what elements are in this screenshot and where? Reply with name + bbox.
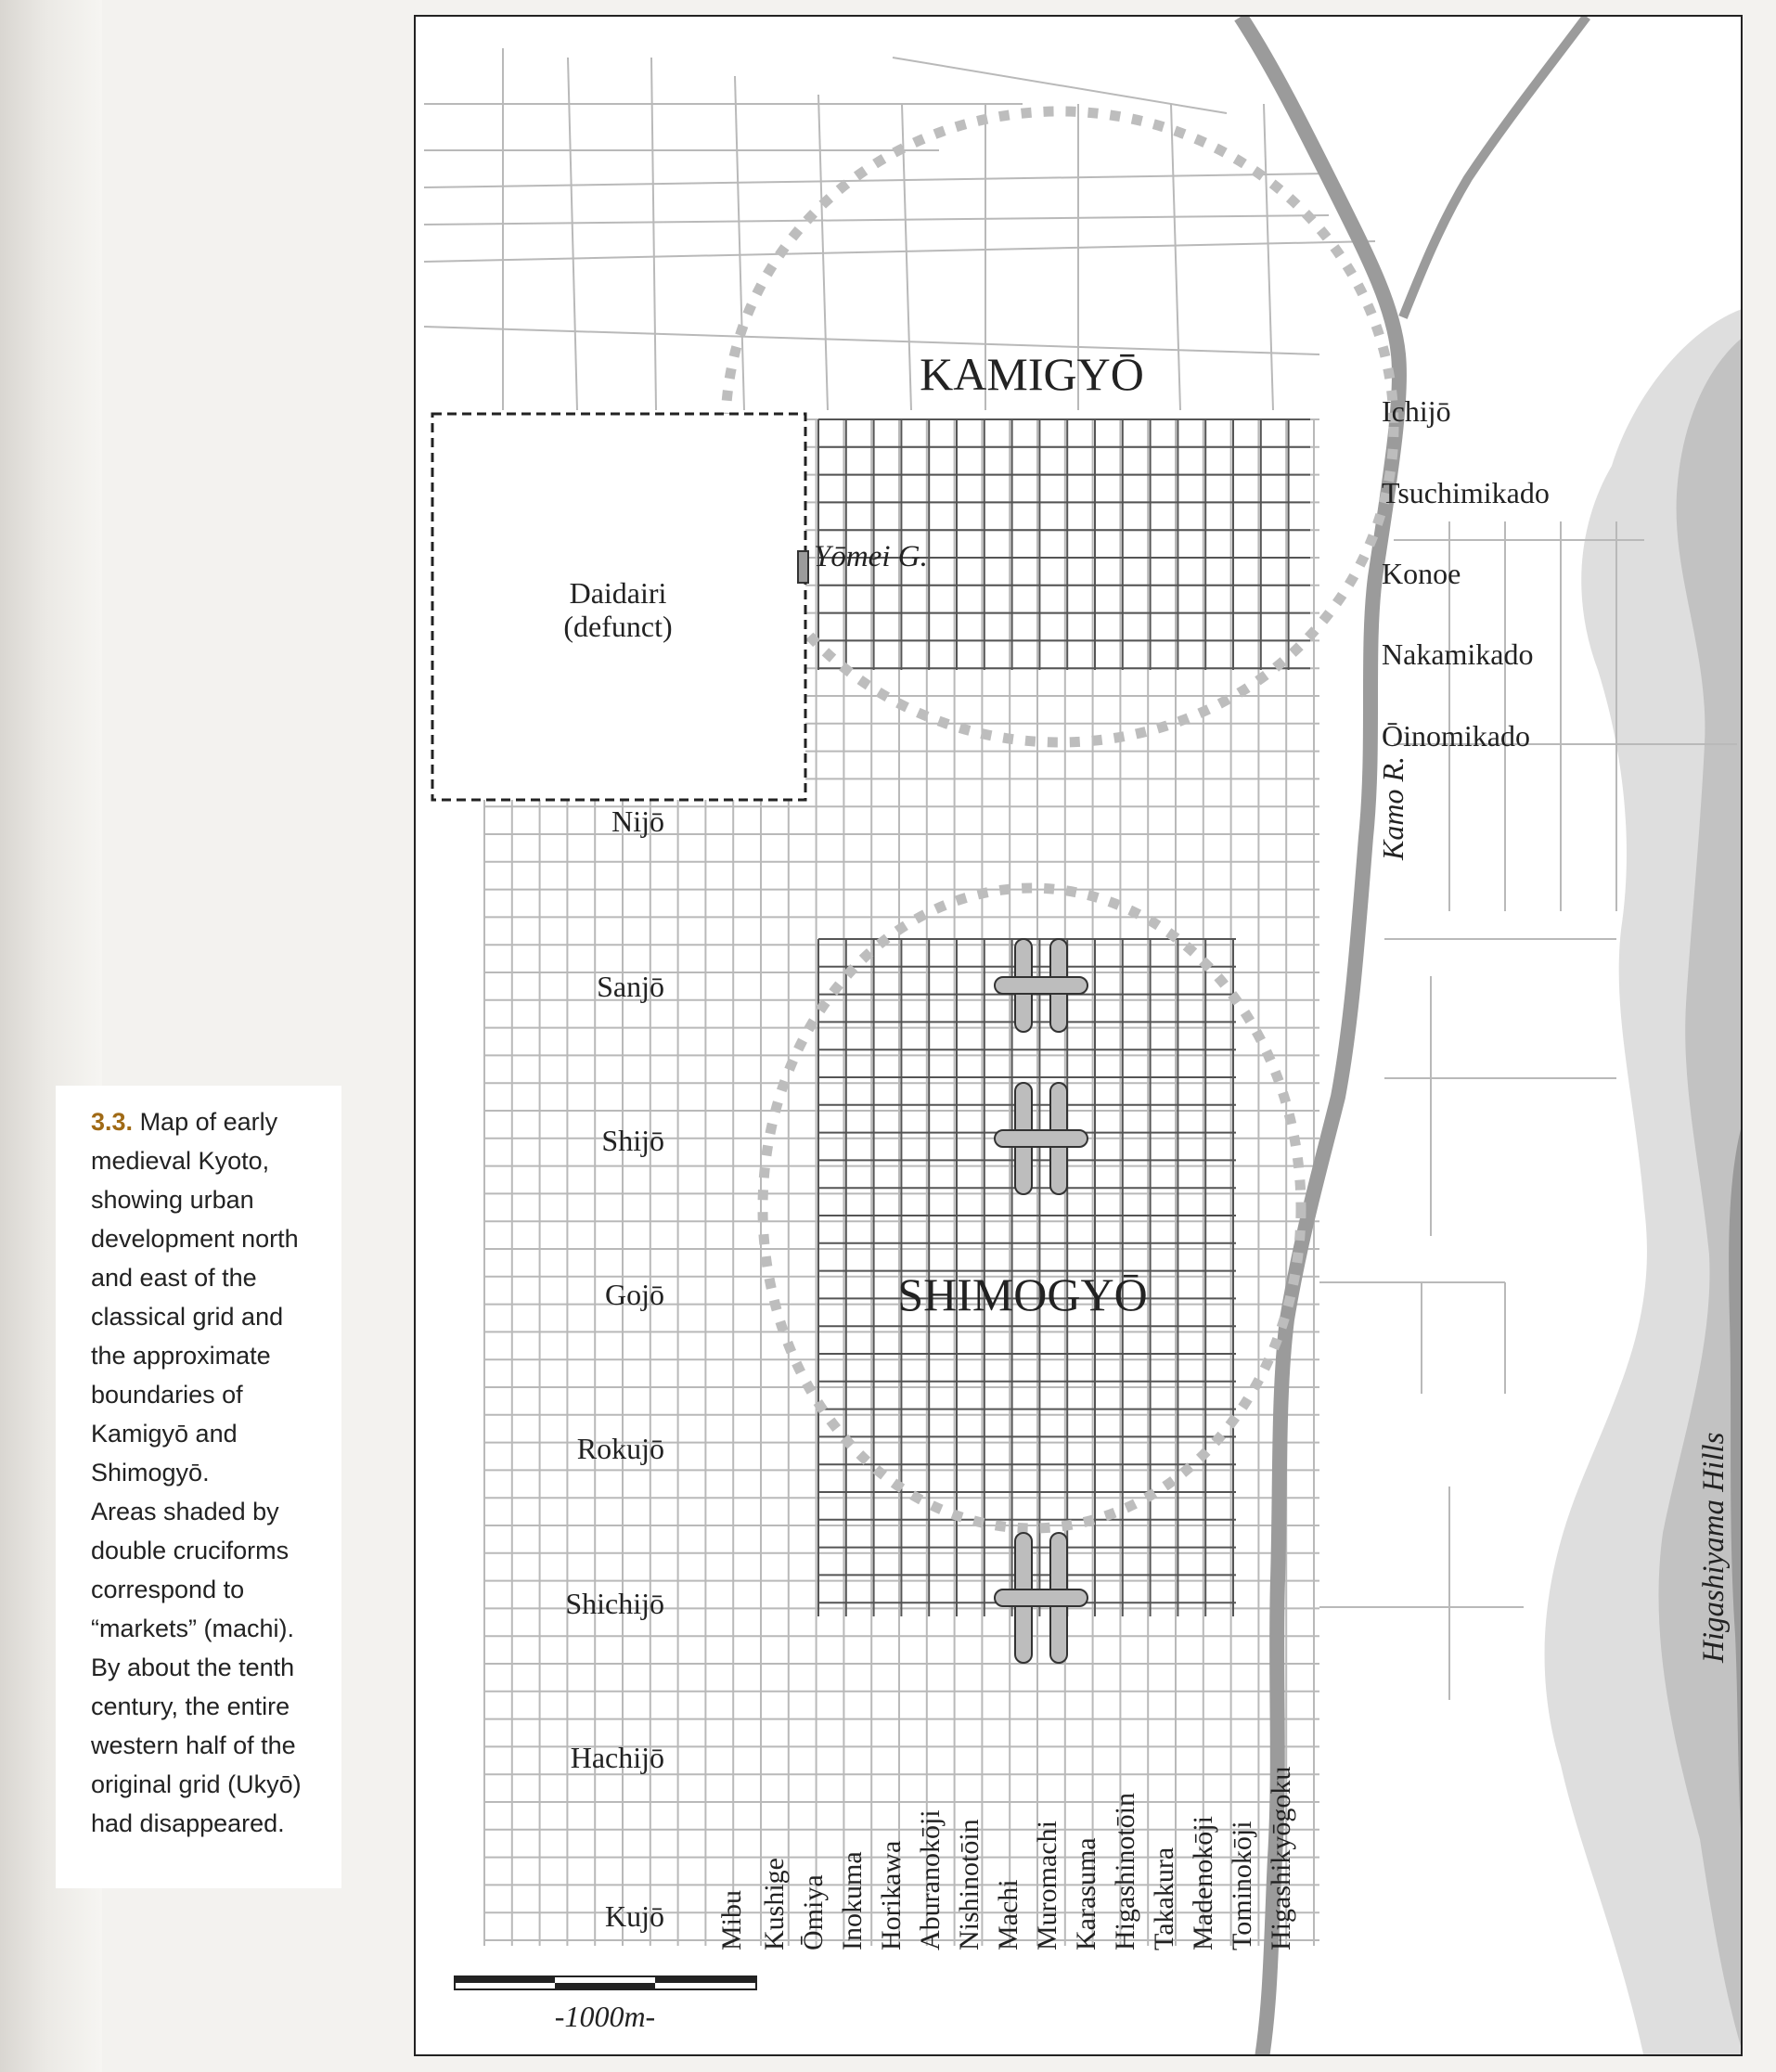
kamigyo-boundary xyxy=(726,111,1394,742)
street-label-aburanokoji: Aburanokōji xyxy=(915,1809,946,1950)
higashiyama-hills xyxy=(1545,308,1743,2056)
caption-line: By about the tenth xyxy=(91,1654,295,1681)
street-label-mibu: Mibu xyxy=(716,1889,747,1950)
avenue-label-sanjo: Sanjō xyxy=(597,970,664,1003)
caption-line: century, the entire xyxy=(91,1692,290,1720)
caption-line: correspond to xyxy=(91,1576,245,1603)
market-cruciform xyxy=(995,939,1087,1032)
figure-number: 3.3. xyxy=(91,1108,134,1136)
street-label-ichijo: Ichijō xyxy=(1382,394,1451,428)
caption-line: Shimogyō. xyxy=(91,1459,210,1486)
kamigyo-label: KAMIGYŌ xyxy=(920,348,1144,400)
caption-line: the approximate xyxy=(91,1342,271,1370)
northern-street xyxy=(1264,104,1273,410)
caption-line: original grid (Ukyō) xyxy=(91,1770,302,1798)
northern-street xyxy=(651,58,656,410)
caption-line: medieval Kyoto, xyxy=(91,1147,270,1175)
caption-line: Map of early xyxy=(139,1108,278,1136)
caption-line: western half of the xyxy=(91,1731,296,1759)
street-label-higashinotoin: Higashinotōin xyxy=(1110,1793,1140,1950)
avenue-label-shijo: Shijō xyxy=(601,1124,664,1157)
caption-line: showing urban xyxy=(91,1186,254,1214)
street-label-horikawa: Horikawa xyxy=(876,1840,907,1950)
higashiyama-hills-label: Higashiyama Hills xyxy=(1697,1432,1731,1663)
scale-bar xyxy=(455,1976,756,2033)
north-street-labels xyxy=(1382,394,1550,753)
map-frame xyxy=(414,15,1743,2056)
yomei-garden-marker xyxy=(798,551,808,583)
caption-line: had disappeared. xyxy=(91,1809,285,1837)
caption-line: Kamigyō and xyxy=(91,1420,238,1448)
kyoto-map xyxy=(416,17,1743,2056)
caption-line: double cruciforms xyxy=(91,1537,290,1564)
figure-caption xyxy=(91,1102,334,1843)
street-label-nakamikado: Nakamikado xyxy=(1382,637,1534,671)
street-label-kushige: Kushige xyxy=(759,1858,790,1950)
caption-line: and east of the xyxy=(91,1264,257,1292)
avenue-label-nijo: Nijō xyxy=(611,804,664,838)
street-labels xyxy=(716,1767,1296,1950)
street-label-tsuchimikado: Tsuchimikado xyxy=(1382,476,1550,509)
kamo-river xyxy=(1241,17,1587,2056)
avenue-label-gojo: Gojō xyxy=(605,1278,664,1311)
caption-line: boundaries of xyxy=(91,1381,243,1409)
northern-street xyxy=(735,76,744,410)
kamo-river-label: Kamo R. xyxy=(1376,756,1409,860)
caption-line: “markets” (machi). xyxy=(91,1615,295,1642)
northern-street xyxy=(424,174,1329,187)
avenue-label-rokujo: Rokujō xyxy=(576,1432,664,1465)
street-label-higashikyogoku: Higashikyōgoku xyxy=(1266,1766,1296,1950)
daidairi-defunct-label: (defunct) xyxy=(563,610,673,643)
caption-line: Areas shaded by xyxy=(91,1498,279,1525)
street-label-machi: Machi xyxy=(993,1879,1023,1950)
street-label-konoe: Konoe xyxy=(1382,557,1461,590)
daidairi-label: Daidairi xyxy=(569,576,667,610)
shimogyo-label: SHIMOGYŌ xyxy=(897,1268,1148,1320)
northern-street xyxy=(424,241,1375,262)
northern-street xyxy=(424,327,1319,354)
northern-street xyxy=(424,215,1329,225)
caption-line: development north xyxy=(91,1225,299,1253)
street-label-muromachi: Muromachi xyxy=(1032,1821,1062,1950)
street-label-omiya: Ōmiya xyxy=(798,1874,829,1950)
street-label-oinomikado: Ōinomikado xyxy=(1382,719,1530,753)
avenue-label-shichijo: Shichijō xyxy=(565,1587,664,1620)
street-label-madenokoji: Madenokōji xyxy=(1188,1816,1218,1950)
northern-street xyxy=(568,58,577,410)
avenue-label-kujo: Kujō xyxy=(605,1899,664,1933)
street-label-nishinotoin: Nishinotōin xyxy=(954,1819,985,1950)
yomei-garden-label: Yōmei G. xyxy=(814,540,928,573)
street-label-takakura: Takakura xyxy=(1149,1847,1179,1950)
street-label-tominokoji: Tominokōji xyxy=(1227,1821,1257,1950)
street-label-karasuma: Karasuma xyxy=(1071,1837,1101,1950)
avenue-label-hachijo: Hachijō xyxy=(570,1741,664,1774)
market-cruciform xyxy=(995,1083,1087,1194)
caption-line: classical grid and xyxy=(91,1303,284,1331)
northern-street xyxy=(1171,104,1180,410)
scale-label: -1000m- xyxy=(554,2000,656,2033)
street-label-inokuma: Inokuma xyxy=(837,1851,868,1950)
